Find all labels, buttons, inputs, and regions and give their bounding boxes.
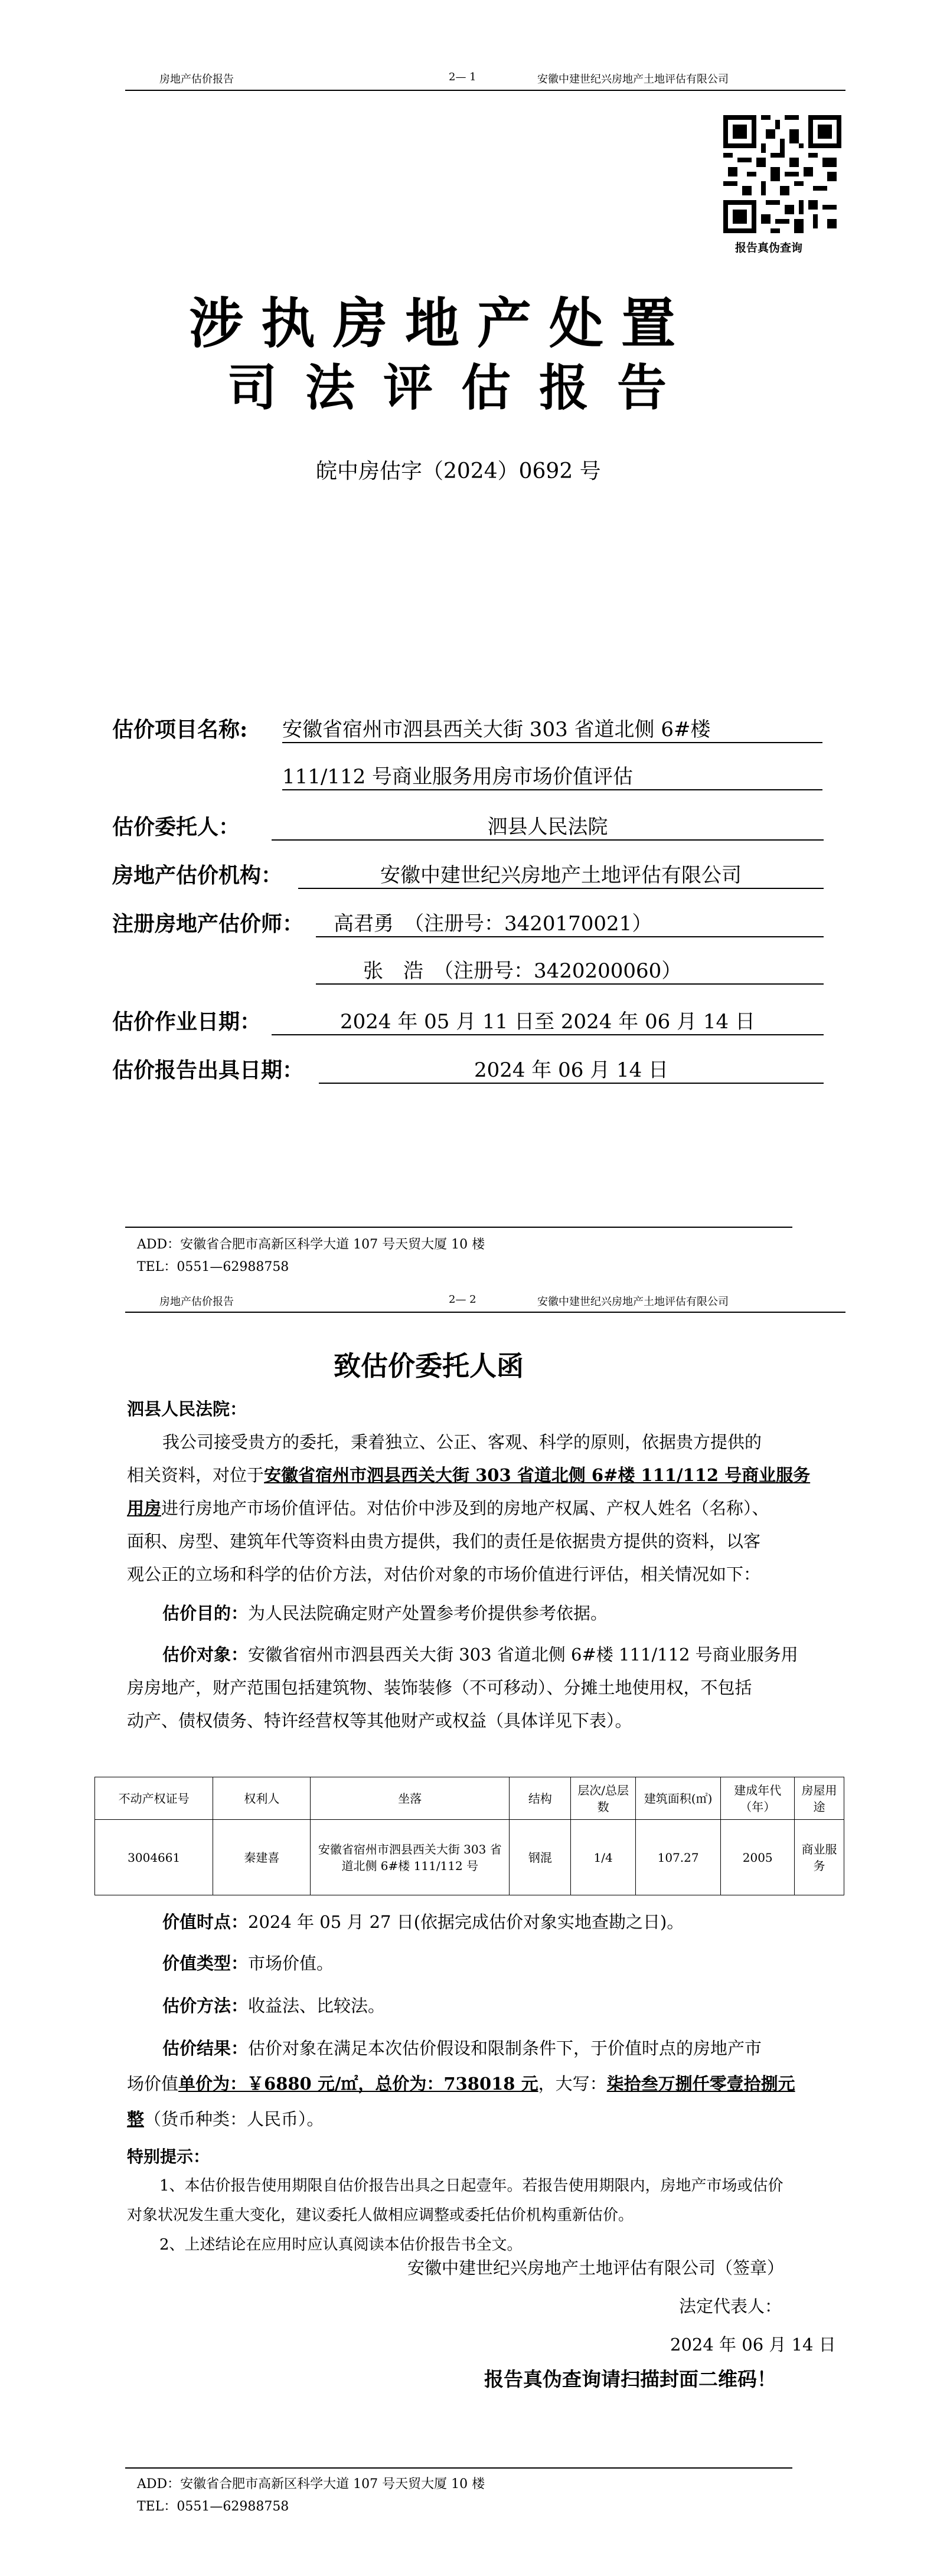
appraiser-1: 高君勇 （注册号：3420170021） [316,907,824,937]
report-date-label: 估价报告出具日期： [112,1058,304,1083]
intro-paragraph: 我公司接受贵方的委托，秉着独立、公正、客观、科学的原则，依据贵方提供的 相关资料，对位于安徽省宿州市泗县西关大街 303 省道北侧 6#楼 111/112 号商业服务 用房进行房地产市场价值评估。对估价中涉及到的房地产权属、产权人姓名（名称）、 面积、房型、建筑年代等资料由贵方提供，我们的责任是依据贵方提供的资料，以客 观公正的立场和科学的估价方法，对估价对象的市场价值进行评估，相关情况如下： [127,1432,811,1584]
table-cell: 2005 [721,1820,794,1895]
project-label: 估价项目名称: [112,717,248,742]
company-seal: 安徽中建世纪兴房地产土地评估有限公司（签章） [407,2258,785,2278]
report-title-line2: 司法评估报告 [227,358,696,417]
letter-title: 致估价委托人函 [334,1350,524,1382]
property-table [94,1777,844,1895]
page2-header-center: 2— 2 [449,1293,476,1306]
page1-header-center: 2— 1 [449,71,476,83]
page1-header-left: 房地产估价报告 [159,73,234,86]
table-header: 房屋用途 [794,1777,844,1820]
table-cell: 秦建喜 [213,1820,311,1895]
verify-notice: 报告真伪查询请扫描封面二维码！ [484,2368,776,2391]
notes: 1、本估价报告使用期限自估价报告出具之日起壹年。若报告使用期限内，房地产市场或估价 对象状况发生重大变化，建议委托人做相应调整或委托估价机构重新估价。 2、上述结论在应用时应认真阅读本估价报告书全文。 [127,2177,783,2254]
client-value: 泗县人民法院 [272,810,824,841]
table-header: 不动产权证号 [95,1777,213,1820]
table-cell: 商业服务 [794,1820,844,1895]
purpose: 估价目的：为人民法院确定财产处置参考价提供参考依据。 [162,1603,608,1623]
value-date: 价值时点：2024 年 05 月 27 日(依据完成估价对象实地查勘之日)。 [162,1912,684,1932]
table-header-row [95,1777,844,1820]
page2-header-right: 安徽中建世纪兴房地产土地评估有限公司 [537,1296,729,1308]
project-value-1: 安徽省宿州市泗县西关大街 303 省道北侧 6#楼 [282,713,822,743]
work-date-value: 2024 年 05 月 11 日至 2024 年 06 月 14 日 [272,1005,824,1035]
table-cell: 1/4 [571,1820,635,1895]
legal-representative: 法定代表人： [679,2296,782,2316]
table-cell: 3004661 [95,1820,213,1895]
report-date-value: 2024 年 06 月 14 日 [319,1054,824,1084]
salutation: 泗县人民法院： [127,1399,247,1419]
page2-footer-tel: TEL：0551—62988758 [137,2499,289,2514]
qr-code-icon[interactable] [723,115,841,233]
result: 估价结果：估价对象在满足本次估价假设和限制条件下，于价值时点的房地产市 场价值单价为：￥6880 元/㎡，总价为：738018 元，大写：柒拾叁万捌仟零壹拾捌元 整（货币种类：人民币）。 [127,2038,795,2129]
page2-header-rule [125,1312,845,1313]
client-label: 估价委托人： [112,815,240,839]
table-header: 建筑面积(㎡) [635,1777,721,1820]
page2-header-left: 房地产估价报告 [159,1296,234,1308]
table-header: 层次/总层数 [571,1777,635,1820]
object: 估价对象：安徽省宿州市泗县西关大街 303 省道北侧 6#楼 111/112 号商业服务用 房房地产，财产范围包括建筑物、装饰装修（不可移动）、分摊土地使用权，不包括 动产、债权债务、特许经营权等其他财产或权益（具体详见下表）。 [127,1645,798,1731]
table-row [95,1820,844,1895]
table-header: 建成年代（年） [721,1777,794,1820]
report-title-line1: 涉执房地产处置 [189,292,694,355]
work-date-label: 估价作业日期： [112,1009,262,1034]
sign-date: 2024 年 06 月 14 日 [670,2335,836,2355]
appraiser-2: 张 浩 （注册号：3420200060） [316,954,824,985]
notes-title: 特别提示： [127,2147,210,2166]
page1-header-rule [125,90,845,91]
project-value-2: 111/112 号商业服务用房市场价值评估 [282,760,822,790]
value-type: 价值类型：市场价值。 [162,1953,334,1973]
table-header: 结构 [510,1777,571,1820]
table-cell: 钢混 [510,1820,571,1895]
page2-footer [137,2473,485,2518]
table-cell: 107.27 [635,1820,721,1895]
method: 估价方法：收益法、比较法。 [162,1996,386,2016]
table-header: 权利人 [213,1777,311,1820]
page1-header-right: 安徽中建世纪兴房地产土地评估有限公司 [537,73,729,86]
page1-footer [137,1234,485,1279]
page2-footer-rule [125,2467,792,2469]
page2-footer-address: ADD：安徽省合肥市高新区科学大道 107 号天贸大厦 10 楼 [137,2477,485,2492]
table-header: 坐落 [311,1777,510,1820]
table-cell: 安徽省宿州市泗县西关大街 303 省道北侧 6#楼 111/112 号 [311,1820,510,1895]
page1-footer-rule [125,1227,792,1228]
page1-footer-tel: TEL：0551—62988758 [137,1260,289,1274]
page1-footer-address: ADD：安徽省合肥市高新区科学大道 107 号天贸大厦 10 楼 [137,1237,485,1252]
report-doc-number: 皖中房估字（2024）0692 号 [316,459,601,483]
agency-label: 房地产估价机构： [112,863,283,888]
qr-caption: 报告真伪查询 [735,241,803,254]
appraiser-label: 注册房地产估价师： [112,911,304,936]
agency-value: 安徽中建世纪兴房地产土地评估有限公司 [298,859,824,889]
